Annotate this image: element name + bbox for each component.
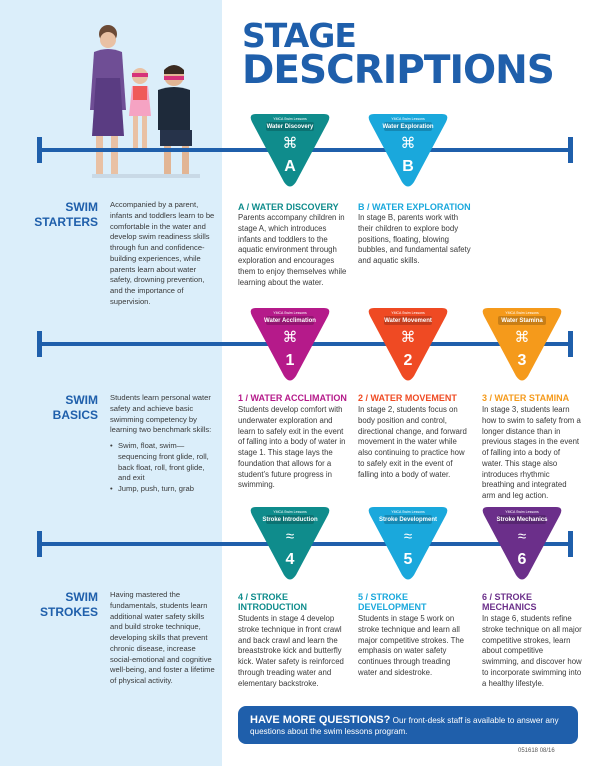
stage-body-a: Parents accompany children in stage A, which introduces infants and toddlers to the aquatic environment through exploration and encourages them to enjoy themselves while learning about the water. bbox=[238, 213, 347, 287]
badge-stage-name: Stroke Mechanics bbox=[496, 517, 548, 523]
badge-stage-3 bbox=[480, 306, 564, 384]
badge-stage-letter: 6 bbox=[517, 551, 527, 568]
life-vest-icon: ⌘ bbox=[400, 329, 416, 346]
badge-stage-5 bbox=[366, 505, 450, 583]
stage-title-4: 4 / STROKE INTRODUCTION bbox=[238, 592, 307, 613]
stage-title-2: 2 / WATER MOVEMENT bbox=[358, 393, 457, 403]
badge-program-label: YMCA Swim Lessons bbox=[273, 510, 307, 514]
badge-stage-b bbox=[366, 112, 450, 190]
stage-body-b: In stage B, parents work with their children to explore body positions, floating, blowing bubbles, and fundamental safety and aquatic skills. bbox=[358, 213, 471, 265]
title-line-2: DESCRIPTIONS bbox=[242, 48, 554, 94]
badge-stage-name: Stroke Development bbox=[378, 517, 438, 523]
title-line-1: STAGE bbox=[242, 16, 356, 55]
life-vest-icon: ⌘ bbox=[400, 135, 416, 152]
badge-program-label: YMCA Swim Lessons bbox=[505, 311, 539, 315]
group-desc-swim-basics bbox=[110, 393, 216, 495]
stage-body-5: Students in stage 5 work on stroke technique and learn all major competitive strokes. The emphasis on water safety continues through treading water and sidestroke. bbox=[358, 614, 465, 677]
badge-stage-1 bbox=[248, 306, 332, 384]
group-label-swim-starters: SWIM STARTERS bbox=[34, 200, 98, 229]
badge-program-label: YMCA Swim Lessons bbox=[505, 510, 539, 514]
badge-stage-4 bbox=[248, 505, 332, 583]
stage-body-2: In stage 2, students focus on body position and control, directional change, and forward movement in the water while also continuing to practice how to safely exit in the event of falling into a body of water. bbox=[358, 405, 467, 479]
group-desc-swim-basics-text: Students learn personal water safety and achieve basic swimming competency by learning two benchmark skills: bbox=[110, 393, 212, 435]
badge-stage-letter: 3 bbox=[517, 352, 527, 369]
list-item: • Swim, float, swim—sequencing front glide, roll, back float, roll, front glide, and exit bbox=[110, 441, 216, 484]
badge-stage-name: Water Acclimation bbox=[264, 318, 316, 324]
questions-banner bbox=[238, 706, 578, 744]
badge-stage-name: Water Stamina bbox=[501, 318, 543, 324]
badge-program-label: YMCA Swim Lessons bbox=[273, 117, 307, 121]
group-label-swim-strokes: SWIM STROKES bbox=[39, 590, 98, 619]
life-vest-icon: ⌘ bbox=[282, 329, 298, 346]
swimmer-icon: ≈ bbox=[403, 528, 413, 545]
badge-program-label: YMCA Swim Lessons bbox=[391, 311, 425, 315]
badge-stage-letter: B bbox=[402, 158, 414, 175]
badge-stage-6 bbox=[480, 505, 564, 583]
questions-text: Our front-desk staff is available to answer any questions about the swim lessons program. bbox=[250, 716, 559, 737]
badge-stage-name: Stroke Introduction bbox=[262, 517, 318, 523]
badge-program-label: YMCA Swim Lessons bbox=[391, 510, 425, 514]
stage-title-5: 5 / STROKE DEVELOPMENT bbox=[358, 592, 427, 613]
swimmer-icon: ≈ bbox=[285, 528, 295, 545]
badge-stage-name: Water Exploration bbox=[382, 124, 434, 130]
family-photo bbox=[78, 18, 208, 198]
group-label-swim-basics: SWIM BASICS bbox=[52, 393, 98, 422]
badge-stage-letter: A bbox=[284, 158, 296, 175]
stage-title-6: 6 / STROKE MECHANICS bbox=[482, 592, 537, 613]
stage-body-1: Students develop comfort with underwater exploration and learn to safely exit in the event of falling into a body of water in stage 1. This stage lays the foundation that allows for a student’s future progress in swimming. bbox=[238, 405, 346, 490]
group-desc-swim-strokes: Having mastered the fundamentals, students learn additional water safety skills and build stroke technique, developing skills that prevent chronic disease, increase social-emotional and cognitive well-being, and foster a lifetime of physical activity. bbox=[110, 590, 215, 686]
life-vest-icon: ⌘ bbox=[514, 329, 530, 346]
badge-stage-letter: 1 bbox=[285, 352, 295, 369]
badge-stage-letter: 4 bbox=[285, 551, 295, 568]
stage-body-3: In stage 3, students learn how to swim to safety from a longer distance than in previous stages in the event of falling into a body of water. This stage also introduces rhythmic breathing and integrated arm and leg action. bbox=[482, 405, 581, 500]
life-vest-icon: ⌘ bbox=[282, 135, 298, 152]
badge-stage-2 bbox=[366, 306, 450, 384]
stage-body-4: Students in stage 4 develop stroke technique in front crawl and back crawl and learn the breaststroke kick and butterfly kick. Water safety is reinforced through treading water and elementary backstroke. bbox=[238, 614, 344, 688]
badge-stage-a bbox=[248, 112, 332, 190]
stage-title-1: 1 / WATER ACCLIMATION bbox=[238, 393, 347, 403]
stage-title-a: A / WATER DISCOVERY bbox=[238, 202, 339, 212]
list-item: • Jump, push, turn, grab bbox=[110, 484, 216, 495]
badge-stage-letter: 2 bbox=[403, 352, 413, 369]
badge-program-label: YMCA Swim Lessons bbox=[391, 117, 425, 121]
questions-heading: HAVE MORE QUESTIONS? bbox=[250, 714, 391, 726]
badge-stage-name: Water Movement bbox=[384, 318, 432, 324]
badge-stage-letter: 5 bbox=[403, 551, 413, 568]
swimmer-icon: ≈ bbox=[517, 528, 527, 545]
document-code: 051618 08/16 bbox=[518, 748, 555, 754]
group-desc-swim-starters: Accompanied by a parent, infants and toddlers learn to be comfortable in the water and develop swim readiness skills through fun and confidence-building experiences, while parents learn about water safety, drowning prevention, and the importance of supervision. bbox=[110, 200, 215, 307]
benchmark-skills-list bbox=[110, 441, 216, 495]
stage-title-3: 3 / WATER STAMINA bbox=[482, 393, 570, 403]
stage-title-b: B / WATER EXPLORATION bbox=[358, 202, 471, 212]
page-title bbox=[242, 16, 554, 94]
badge-program-label: YMCA Swim Lessons bbox=[273, 311, 307, 315]
stage-body-6: In stage 6, students refine stroke technique on all major competitive strokes, learn about competitive swimming, and discover how to incorporate swimming into a healthy lifestyle. bbox=[482, 614, 582, 688]
badge-stage-name: Water Discovery bbox=[266, 124, 314, 130]
